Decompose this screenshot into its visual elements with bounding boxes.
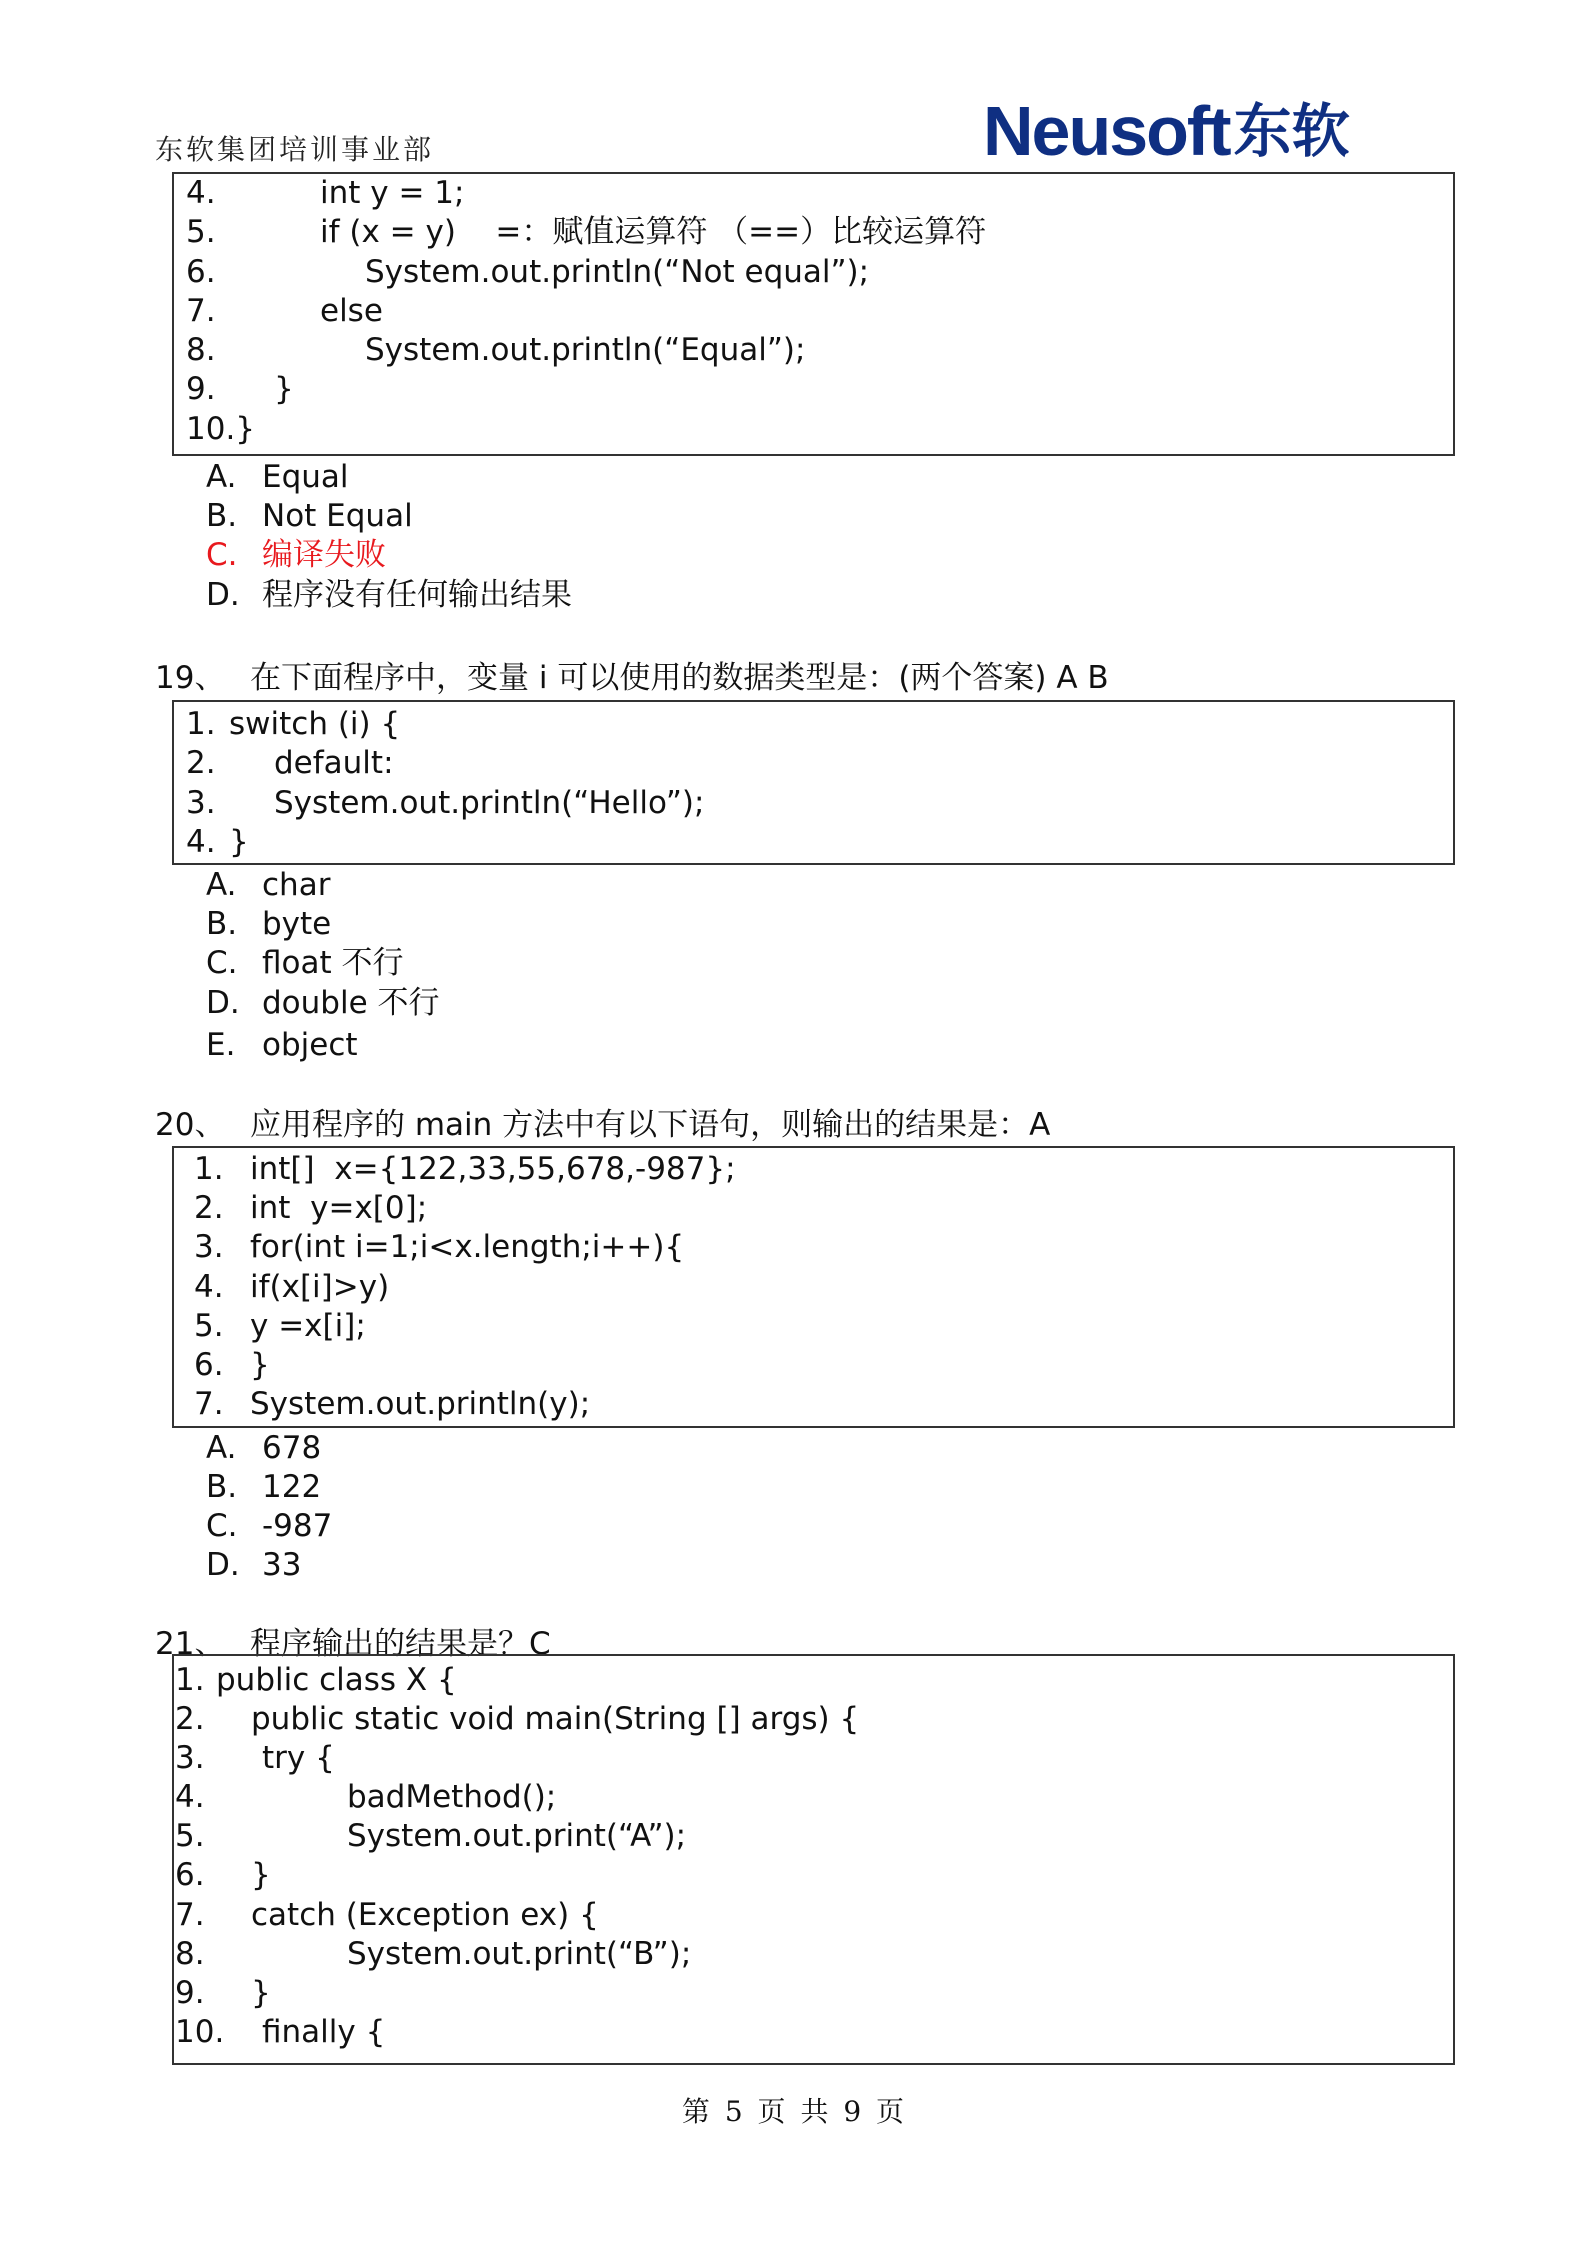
logo-text-cn: 东软 — [1233, 97, 1350, 165]
q18-code-box — [172, 172, 1455, 456]
option-text: 33 — [262, 1547, 302, 1583]
line-number: 9. — [186, 371, 216, 407]
code-line — [174, 174, 465, 213]
option-text: float 不行 — [262, 945, 404, 981]
question-text: 程序输出的结果是？C — [250, 1626, 551, 1662]
code-line — [174, 1700, 860, 1739]
code-text: if (x = y) =：赋值运算符 （==）比较运算符 — [320, 214, 987, 250]
option-text: byte — [262, 906, 332, 942]
line-number: 1. — [175, 1662, 205, 1698]
option-text: char — [262, 867, 331, 903]
line-number: 4. — [186, 175, 216, 211]
option-letter: B. — [206, 1469, 238, 1505]
code-text: System.out.println(“Hello”); — [274, 785, 705, 821]
code-line — [174, 1817, 687, 1856]
option-letter: D. — [206, 577, 240, 613]
code-line — [174, 331, 806, 370]
code-text: System.out.println(y); — [250, 1386, 591, 1422]
line-number: 8. — [175, 1936, 205, 1972]
line-number: 3. — [194, 1229, 224, 1265]
question-number: 21、 — [155, 1626, 226, 1662]
code-line — [174, 744, 394, 783]
q21-code-box — [172, 1654, 1455, 2065]
line-number: 4. — [175, 1779, 205, 1815]
code-line — [174, 1228, 685, 1267]
question-text: 在下面程序中，变量 i 可以使用的数据类型是：(两个答案) A B — [250, 660, 1109, 696]
option-letter: B. — [206, 906, 238, 942]
option-text: -987 — [262, 1508, 333, 1544]
code-line — [174, 1150, 736, 1189]
q19-code-box — [172, 700, 1455, 865]
line-number: 3. — [175, 1740, 205, 1776]
line-number: 6. — [194, 1347, 224, 1383]
option-text: 122 — [262, 1469, 322, 1505]
line-number: 5. — [186, 214, 216, 250]
option-letter: C. — [206, 537, 238, 573]
option-letter: C. — [206, 945, 238, 981]
code-text: int y=x[0]; — [250, 1190, 428, 1226]
option-letter: A. — [206, 459, 237, 495]
code-line — [174, 1856, 271, 1895]
code-text: System.out.print(“B”); — [347, 1936, 692, 1972]
option-letter: A. — [206, 1430, 237, 1466]
line-number: 7. — [175, 1897, 205, 1933]
code-text: badMethod(); — [347, 1779, 557, 1815]
code-line — [174, 1268, 390, 1307]
code-line — [174, 784, 705, 823]
line-number: 2. — [175, 1701, 205, 1737]
line-number: 6. — [175, 1857, 205, 1893]
option-text: 编译失败 — [262, 537, 386, 573]
line-number: 1. — [186, 706, 216, 742]
option-letter: D. — [206, 1547, 240, 1583]
line-number: 10.} — [186, 411, 256, 447]
code-line — [174, 1346, 270, 1385]
code-line — [174, 410, 256, 449]
option-text: object — [262, 1027, 358, 1063]
code-text: switch (i) { — [229, 706, 401, 742]
line-number: 5. — [194, 1308, 224, 1344]
code-line — [174, 213, 987, 252]
line-number: 9. — [175, 1975, 205, 2011]
code-line — [174, 1974, 271, 2013]
option-letter: D. — [206, 985, 240, 1021]
code-text: else — [320, 293, 383, 329]
code-text: } — [229, 824, 249, 860]
code-text: y =x[i]; — [250, 1308, 366, 1344]
code-line — [174, 1739, 335, 1778]
line-number: 2. — [194, 1190, 224, 1226]
question-number: 19、 — [155, 660, 226, 696]
code-text: finally { — [262, 2014, 386, 2050]
code-text: } — [274, 371, 294, 407]
line-number: 8. — [186, 332, 216, 368]
code-line — [174, 1307, 366, 1346]
option-letter: A. — [206, 867, 237, 903]
line-number: 10. — [175, 2014, 225, 2050]
code-line — [174, 1896, 599, 1935]
code-line — [174, 1385, 591, 1424]
question-text: 应用程序的 main 方法中有以下语句，则输出的结果是：A — [250, 1107, 1051, 1143]
line-number: 1. — [194, 1151, 224, 1187]
code-line — [174, 253, 870, 292]
logo-text-en: Neusoft — [983, 92, 1230, 170]
code-text: public static void main(String [] args) { — [251, 1701, 860, 1737]
neusoft-logo — [983, 92, 1350, 170]
code-line — [174, 370, 294, 409]
option-letter: B. — [206, 498, 238, 534]
line-number: 4. — [186, 824, 216, 860]
q20-code-box — [172, 1146, 1455, 1428]
line-number: 6. — [186, 254, 216, 290]
code-text: default: — [274, 745, 394, 781]
code-line — [174, 1661, 457, 1700]
line-number: 7. — [194, 1386, 224, 1422]
code-text: catch (Exception ex) { — [251, 1897, 599, 1933]
code-text: System.out.println(“Equal”); — [365, 332, 806, 368]
code-text: int[] x={122,33,55,678,-987}; — [250, 1151, 736, 1187]
code-text: } — [250, 1347, 270, 1383]
code-text: System.out.print(“A”); — [347, 1818, 687, 1854]
code-line — [174, 1935, 692, 1974]
option-text: Equal — [262, 459, 349, 495]
line-number: 2. — [186, 745, 216, 781]
code-line — [174, 823, 249, 862]
code-text: System.out.println(“Not equal”); — [365, 254, 870, 290]
option-text: double 不行 — [262, 985, 440, 1021]
code-text: try { — [262, 1740, 335, 1776]
code-text: for(int i=1;i<x.length;i++){ — [250, 1229, 685, 1265]
line-number: 5. — [175, 1818, 205, 1854]
option-text: 678 — [262, 1430, 322, 1466]
department-title: 东软集团培训事业部 — [155, 133, 435, 166]
option-letter: C. — [206, 1508, 238, 1544]
code-line — [174, 1778, 557, 1817]
code-line — [174, 1189, 428, 1228]
line-number: 7. — [186, 293, 216, 329]
page-number-footer: 第 5 页 共 9 页 — [681, 2095, 905, 2128]
question-number: 20、 — [155, 1107, 226, 1143]
option-text: Not Equal — [262, 498, 413, 534]
code-text: public class X { — [216, 1662, 457, 1698]
code-line — [174, 2013, 386, 2052]
option-text: 程序没有任何输出结果 — [262, 577, 572, 613]
option-letter: E. — [206, 1027, 236, 1063]
code-text: } — [251, 1857, 271, 1893]
code-line — [174, 292, 383, 331]
line-number: 3. — [186, 785, 216, 821]
code-text: if(x[i]>y) — [250, 1269, 390, 1305]
line-number: 4. — [194, 1269, 224, 1305]
code-text: } — [251, 1975, 271, 2011]
code-line — [174, 705, 401, 744]
code-text: int y = 1; — [320, 175, 465, 211]
